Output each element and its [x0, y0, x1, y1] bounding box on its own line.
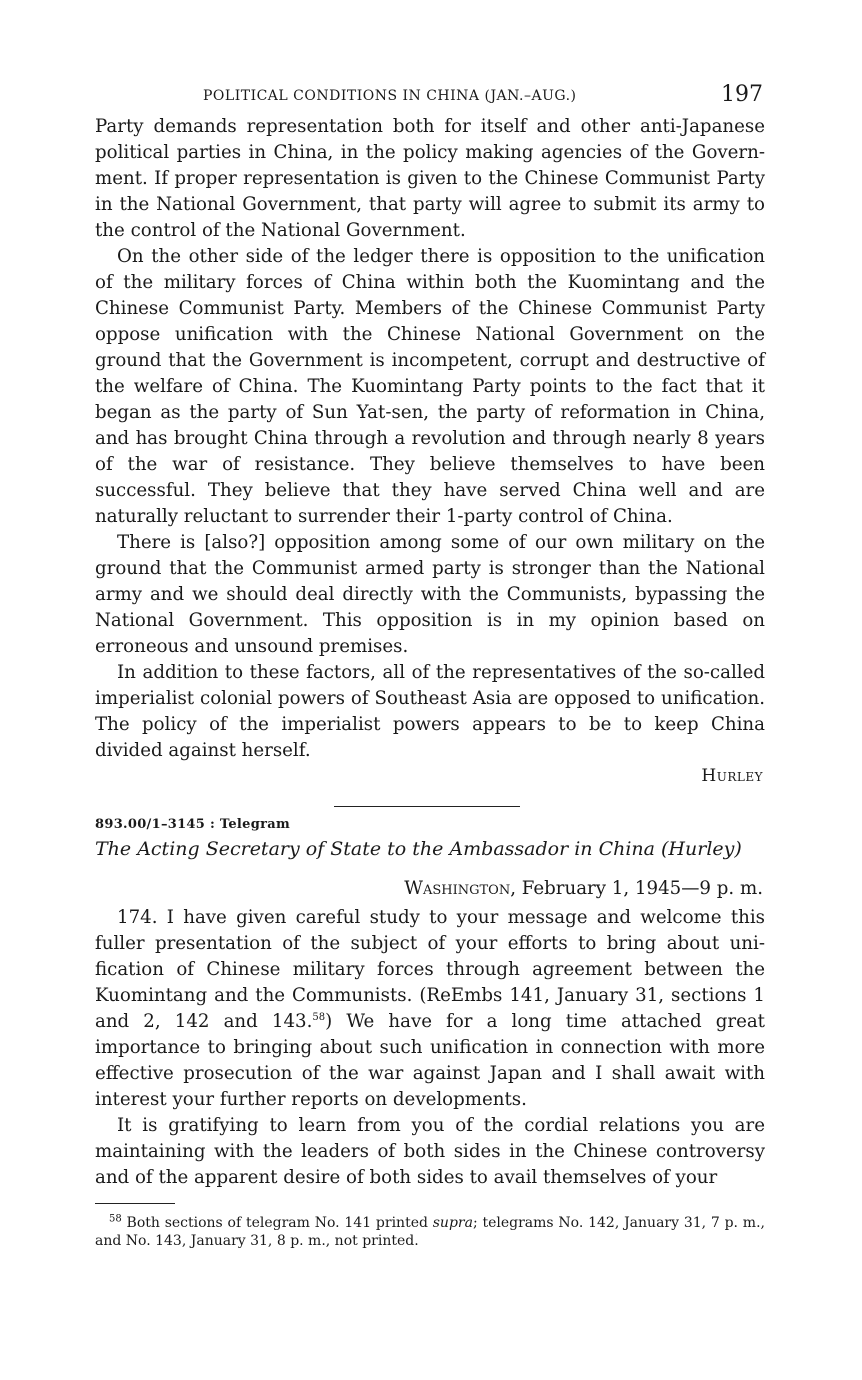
footnote-text-after: ; telegrams No. 142, January 31, 7 p. m., and No. 143, January 31, 8 p. m., not printed.: [95, 1215, 765, 1249]
dateline-date: , February 1, 1945—9 p. m.: [510, 878, 763, 899]
paragraph-cordial-relations: It is gratifying to learn from you of the cordial relations you are maintaining with the leaders of both sides in the Chinese controversy and of the apparent desire of both sides to avail themselves of your: [95, 1115, 765, 1188]
dateline: [95, 878, 765, 899]
running-title: POLITICAL CONDITIONS IN CHINA (JAN.–AUG.): [203, 88, 577, 104]
running-head: [95, 80, 765, 114]
footnote: [95, 1214, 765, 1250]
footnote-reference[interactable]: 58: [312, 1011, 326, 1023]
signature: Hurley: [701, 766, 763, 786]
paragraph-telegram-174: [95, 905, 765, 1113]
paragraph-text-after-footnote: ) We have for a long time attached great importance to bringing about such unification in connection with more effective prosecution of the war against Japan and I shall await with interest your further reports on developments.: [95, 1011, 765, 1110]
footnote-divider: [95, 1203, 175, 1204]
paragraph-opposition: On the other side of the ledger there is opposition to the unification of the military forces of China within both the Kuomintang and the Chinese Communist Party. Members of the Chinese Communist Party oppose unification with the Chinese National Government on the ground that the Government is incompetent, corrupt and destructive of the welfare of China. The Kuomintang Party points to the fact that it began as the party of Sun Yat-sen, the party of reformation in China, and has brought China through a revolution and through nearly 8 years of the war of resistance. They believe themselves to have been successful. They believe that they have served China well and are naturally reluctant to surrender their 1-party control of China.: [95, 246, 765, 527]
paragraph-military-opposition: There is [also?] opposition among some of our own military on the ground that the Communist armed party is stronger than the National army and we should deal directly with the Communists, bypassing the National Government. This opposition is in my opinion based on erroneous and unsound premises.: [95, 532, 765, 657]
paragraph-imperialist-powers: In addition to these factors, all of the representatives of the so-called imperialist colonial powers of Southeast Asia are opposed to unification. The policy of the imperialist powers appears to be to keep China divided against herself.: [95, 662, 765, 761]
paragraph-text-before-footnote: 174. I have given careful study to your message and welcome this fuller presentation of the subject of your efforts to bring about unification of Chinese military forces through agreement between the Kuomintang and the Communists. (ReEmbs 141, January 31, sections 1 and 2, 142 and 143.: [95, 907, 765, 1032]
footnote-mark: 58: [109, 1213, 122, 1225]
document-title: The Acting Secretary of State to the Ambassador in China (Hurley): [95, 838, 742, 860]
section-divider: [334, 806, 520, 807]
page-number: 197: [721, 82, 763, 107]
footnote-text-italic: supra: [432, 1215, 473, 1231]
file-reference: 893.00/1–3145 : Telegram: [95, 817, 291, 832]
footnote-text-before: Both sections of telegram No. 141 printed: [121, 1215, 433, 1231]
dateline-place: Washington: [404, 878, 511, 899]
document-page: [95, 80, 765, 1250]
paragraph-continued: Party demands representation both for itself and other anti-Japanese political parties in China, in the policy making agencies of the Government. If proper representation is given to the Chinese Communist Party in the National Government, that party will agree to submit its army to the control of the National Government.: [95, 116, 765, 241]
